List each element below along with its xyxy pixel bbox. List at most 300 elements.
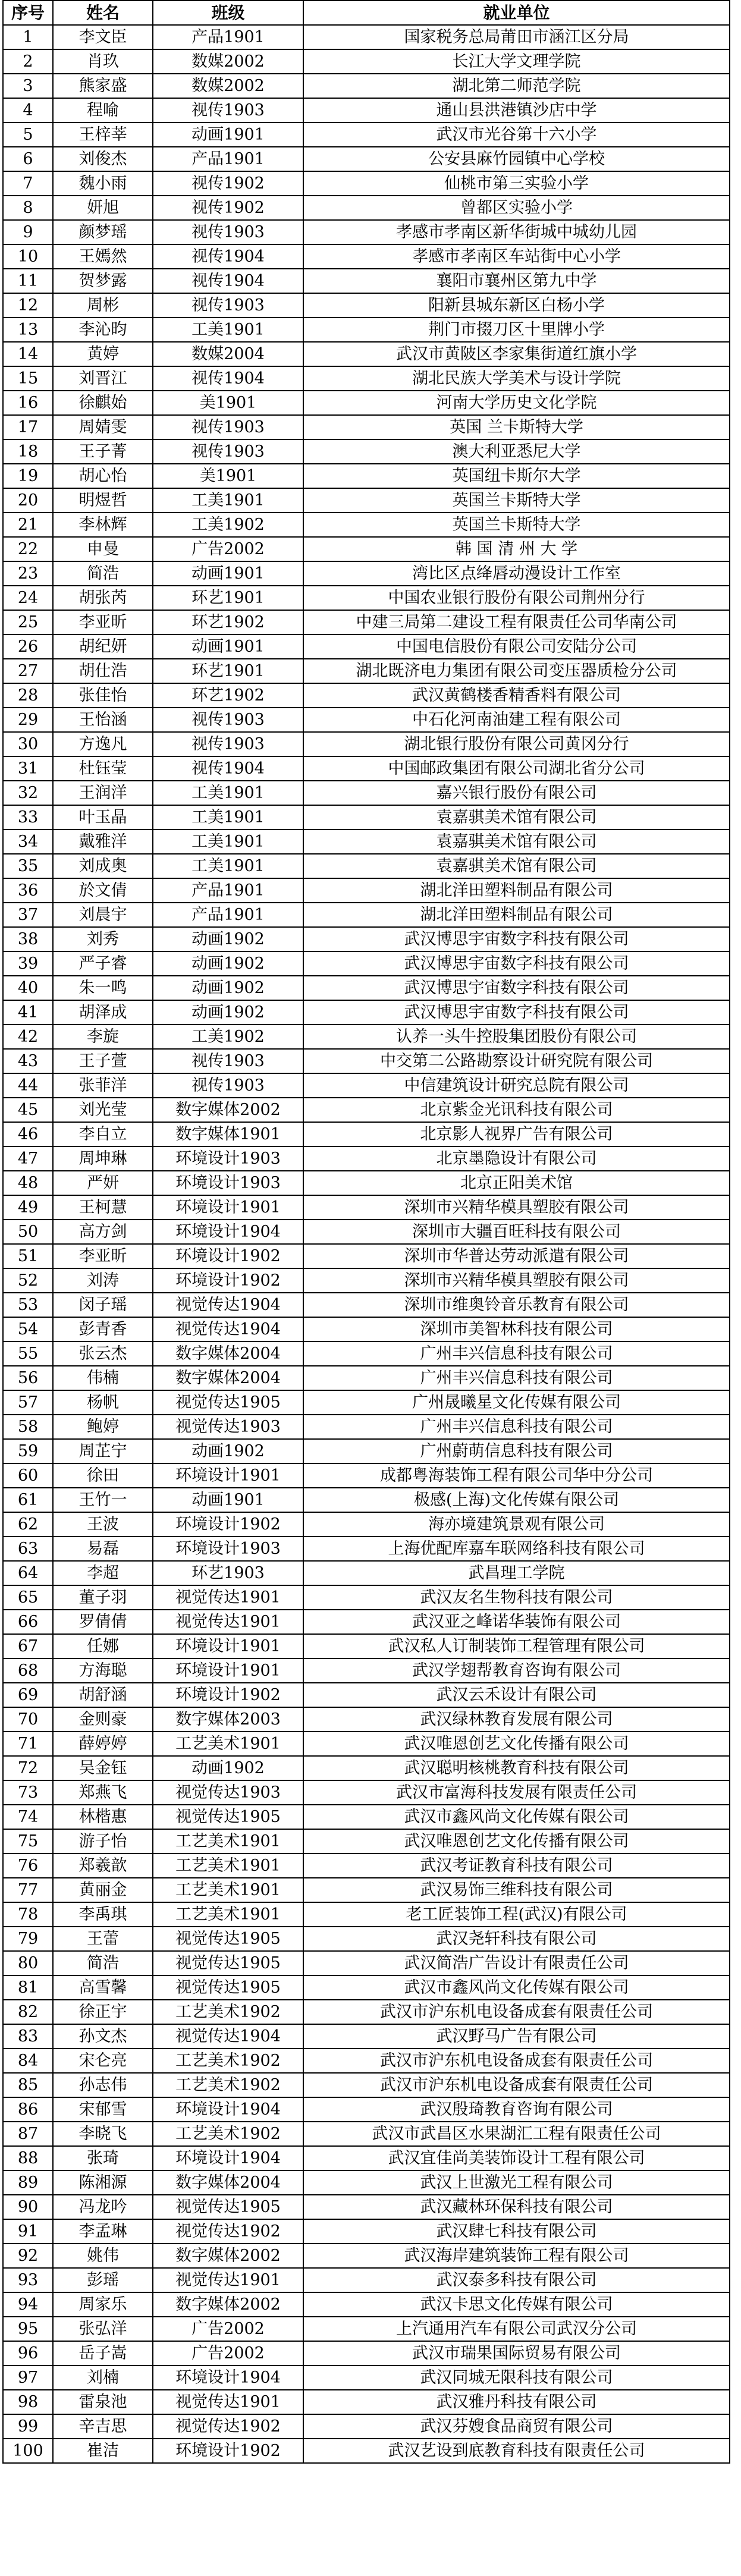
table-row — [3, 1415, 730, 1439]
cell-class: 视传1903 — [153, 1049, 303, 1073]
table-row — [3, 1000, 730, 1025]
cell-no: 43 — [3, 1049, 53, 1073]
cell-name: 周家乐 — [53, 2292, 153, 2317]
cell-no: 33 — [3, 805, 53, 830]
cell-class: 美1901 — [153, 464, 303, 488]
cell-no: 57 — [3, 1390, 53, 1415]
cell-class: 数字媒体2002 — [153, 2292, 303, 2317]
cell-no: 16 — [3, 391, 53, 415]
table-row — [3, 2414, 730, 2439]
cell-name: 严妍 — [53, 1171, 153, 1195]
table-row — [3, 391, 730, 415]
cell-unit: 武汉同城无限科技有限公司 — [303, 2365, 730, 2390]
cell-name: 郑羲歆 — [53, 1854, 153, 1878]
cell-unit: 武汉肆七科技有限公司 — [303, 2219, 730, 2244]
cell-no: 29 — [3, 708, 53, 732]
cell-no: 72 — [3, 1756, 53, 1780]
cell-class: 数字媒体1901 — [153, 1122, 303, 1146]
cell-class: 产品1901 — [153, 25, 303, 49]
cell-class: 动画1902 — [153, 951, 303, 976]
cell-class: 视觉传达1901 — [153, 1610, 303, 1634]
cell-class: 环境设计1902 — [153, 2439, 303, 2463]
cell-no: 60 — [3, 1463, 53, 1488]
table-row — [3, 951, 730, 976]
cell-class: 视传1903 — [153, 732, 303, 756]
cell-unit: 袁嘉骐美术馆有限公司 — [303, 854, 730, 878]
cell-name: 申曼 — [53, 537, 153, 561]
cell-name: 刘俊杰 — [53, 147, 153, 171]
cell-name: 王波 — [53, 1512, 153, 1537]
cell-unit: 认养一头牛控股集团股份有限公司 — [303, 1025, 730, 1049]
cell-unit: 北京紫金光讯科技有限公司 — [303, 1098, 730, 1122]
cell-name: 黄婷 — [53, 342, 153, 366]
table-row — [3, 878, 730, 903]
table-row — [3, 1610, 730, 1634]
cell-name: 罗倩倩 — [53, 1610, 153, 1634]
cell-name: 张弘洋 — [53, 2317, 153, 2341]
table-row — [3, 513, 730, 537]
cell-class: 视觉传达1902 — [153, 2414, 303, 2439]
table-row — [3, 74, 730, 98]
cell-class: 环境设计1904 — [153, 2365, 303, 2390]
cell-class: 视传1904 — [153, 244, 303, 269]
cell-no: 84 — [3, 2049, 53, 2073]
cell-class: 环境设计1903 — [153, 1146, 303, 1171]
cell-no: 52 — [3, 1268, 53, 1293]
cell-name: 游子怡 — [53, 1829, 153, 1854]
cell-no: 32 — [3, 781, 53, 805]
cell-class: 环境设计1903 — [153, 1537, 303, 1561]
cell-unit: 武汉简浩广告设计有限责任公司 — [303, 1951, 730, 1975]
table-row — [3, 2097, 730, 2122]
cell-name: 刘光莹 — [53, 1098, 153, 1122]
cell-unit: 广州丰兴信息科技有限公司 — [303, 1342, 730, 1366]
cell-name: 王梓莘 — [53, 122, 153, 147]
table-row — [3, 927, 730, 951]
cell-no: 65 — [3, 1585, 53, 1610]
cell-no: 41 — [3, 1000, 53, 1025]
table-row — [3, 342, 730, 366]
cell-unit: 武汉唯恩创艺文化传播有限公司 — [303, 1829, 730, 1854]
cell-class: 动画1902 — [153, 1756, 303, 1780]
cell-name: 杨帆 — [53, 1390, 153, 1415]
cell-unit: 澳大利亚悉尼大学 — [303, 439, 730, 464]
cell-name: 高雪馨 — [53, 1975, 153, 2000]
cell-no: 81 — [3, 1975, 53, 2000]
table-body — [3, 25, 730, 2463]
cell-class: 视传1903 — [153, 439, 303, 464]
cell-class: 环境设计1901 — [153, 1195, 303, 1220]
cell-unit: 韩 国 清 州 大 学 — [303, 537, 730, 561]
cell-unit: 海亦境建筑景观有限公司 — [303, 1512, 730, 1537]
cell-class: 环境设计1904 — [153, 2146, 303, 2170]
cell-class: 视觉传达1905 — [153, 1927, 303, 1951]
cell-unit: 袁嘉骐美术馆有限公司 — [303, 830, 730, 854]
table-row — [3, 1829, 730, 1854]
table-row — [3, 1366, 730, 1390]
cell-name: 徐正宇 — [53, 2000, 153, 2024]
cell-class: 工艺美术1902 — [153, 2122, 303, 2146]
cell-name: 徐田 — [53, 1463, 153, 1488]
cell-unit: 武汉藏林环保科技有限公司 — [303, 2195, 730, 2219]
cell-no: 22 — [3, 537, 53, 561]
cell-name: 周芷宁 — [53, 1439, 153, 1463]
cell-no: 25 — [3, 610, 53, 634]
cell-name: 冯龙吟 — [53, 2195, 153, 2219]
cell-unit: 阳新县城东新区白杨小学 — [303, 293, 730, 318]
cell-class: 环境设计1901 — [153, 1658, 303, 1683]
table-row — [3, 1658, 730, 1683]
cell-no: 66 — [3, 1610, 53, 1634]
cell-no: 9 — [3, 220, 53, 244]
table-row — [3, 1244, 730, 1268]
table-row — [3, 1878, 730, 1902]
cell-class: 环艺1901 — [153, 659, 303, 683]
cell-no: 79 — [3, 1927, 53, 1951]
cell-name: 胡泽成 — [53, 1000, 153, 1025]
cell-unit: 长江大学文理学院 — [303, 49, 730, 74]
cell-class: 视觉传达1905 — [153, 1805, 303, 1829]
cell-no: 6 — [3, 147, 53, 171]
table-row — [3, 1902, 730, 1927]
cell-name: 高方剑 — [53, 1220, 153, 1244]
cell-name: 王子萱 — [53, 1049, 153, 1073]
table-row — [3, 1780, 730, 1805]
cell-class: 视觉传达1905 — [153, 1975, 303, 2000]
cell-unit: 武汉芬嫂食品商贸有限公司 — [303, 2414, 730, 2439]
cell-name: 周彬 — [53, 293, 153, 318]
cell-no: 20 — [3, 488, 53, 513]
cell-unit: 荆门市掇刀区十里牌小学 — [303, 318, 730, 342]
cell-no: 69 — [3, 1683, 53, 1707]
cell-no: 55 — [3, 1342, 53, 1366]
table-row — [3, 1195, 730, 1220]
cell-name: 雷泉池 — [53, 2390, 153, 2414]
cell-class: 工美1901 — [153, 805, 303, 830]
cell-no: 54 — [3, 1317, 53, 1342]
cell-no: 71 — [3, 1732, 53, 1756]
header-unit: 就业单位 — [303, 1, 730, 25]
cell-name: 林楷惠 — [53, 1805, 153, 1829]
cell-no: 2 — [3, 49, 53, 74]
cell-unit: 湖北第二师范学院 — [303, 74, 730, 98]
cell-name: 李亚昕 — [53, 610, 153, 634]
cell-unit: 公安县麻竹园镇中心学校 — [303, 147, 730, 171]
cell-no: 35 — [3, 854, 53, 878]
cell-class: 工艺美术1902 — [153, 2049, 303, 2073]
table-row — [3, 2317, 730, 2341]
cell-unit: 武汉市光谷第十六小学 — [303, 122, 730, 147]
cell-unit: 河南大学历史文化学院 — [303, 391, 730, 415]
cell-no: 50 — [3, 1220, 53, 1244]
cell-name: 李旋 — [53, 1025, 153, 1049]
cell-name: 金则豪 — [53, 1707, 153, 1732]
table-row — [3, 2073, 730, 2097]
cell-class: 动画1902 — [153, 1000, 303, 1025]
cell-name: 刘楠 — [53, 2365, 153, 2390]
cell-class: 数字媒体2004 — [153, 1366, 303, 1390]
cell-unit: 武汉市沪东机电设备成套有限责任公司 — [303, 2049, 730, 2073]
table-row — [3, 1220, 730, 1244]
table-row — [3, 2000, 730, 2024]
cell-name: 刘秀 — [53, 927, 153, 951]
cell-no: 11 — [3, 269, 53, 293]
table-row — [3, 2365, 730, 2390]
cell-no: 95 — [3, 2317, 53, 2341]
table-row — [3, 708, 730, 732]
cell-class: 广告2002 — [153, 2317, 303, 2341]
cell-name: 於文倩 — [53, 878, 153, 903]
cell-name: 张琦 — [53, 2146, 153, 2170]
cell-no: 89 — [3, 2170, 53, 2195]
cell-class: 数字媒体2003 — [153, 1707, 303, 1732]
cell-unit: 中信建筑设计研究总院有限公司 — [303, 1073, 730, 1098]
cell-class: 视觉传达1904 — [153, 1293, 303, 1317]
cell-class: 美1901 — [153, 391, 303, 415]
cell-unit: 武汉考证教育科技有限公司 — [303, 1854, 730, 1878]
cell-no: 23 — [3, 561, 53, 586]
cell-no: 4 — [3, 98, 53, 122]
table-row — [3, 1439, 730, 1463]
cell-class: 动画1901 — [153, 122, 303, 147]
cell-unit: 深圳市维奥铃音乐教育有限公司 — [303, 1293, 730, 1317]
cell-name: 程喻 — [53, 98, 153, 122]
table-row — [3, 1732, 730, 1756]
cell-class: 视传1902 — [153, 196, 303, 220]
cell-unit: 武汉博思宇宙数字科技有限公司 — [303, 927, 730, 951]
cell-no: 8 — [3, 196, 53, 220]
cell-class: 视觉传达1904 — [153, 1317, 303, 1342]
table-row — [3, 1390, 730, 1415]
cell-no: 21 — [3, 513, 53, 537]
cell-class: 产品1901 — [153, 878, 303, 903]
cell-class: 工艺美术1901 — [153, 1732, 303, 1756]
table-row — [3, 1342, 730, 1366]
table-row — [3, 903, 730, 927]
cell-no: 42 — [3, 1025, 53, 1049]
cell-class: 视觉传达1901 — [153, 1585, 303, 1610]
cell-unit: 武昌理工学院 — [303, 1561, 730, 1585]
cell-class: 动画1901 — [153, 561, 303, 586]
cell-no: 5 — [3, 122, 53, 147]
table-row — [3, 1756, 730, 1780]
cell-no: 86 — [3, 2097, 53, 2122]
cell-class: 工艺美术1901 — [153, 1854, 303, 1878]
cell-class: 工艺美术1902 — [153, 2073, 303, 2097]
cell-name: 贺梦露 — [53, 269, 153, 293]
table-row — [3, 1683, 730, 1707]
cell-unit: 深圳市美智林科技有限公司 — [303, 1317, 730, 1342]
cell-unit: 极感(上海)文化传媒有限公司 — [303, 1488, 730, 1512]
cell-class: 视觉传达1903 — [153, 1415, 303, 1439]
table-row — [3, 586, 730, 610]
cell-name: 岳子嵩 — [53, 2341, 153, 2365]
cell-unit: 英国兰卡斯特大学 — [303, 513, 730, 537]
cell-name: 李沁昀 — [53, 318, 153, 342]
header-name: 姓名 — [53, 1, 153, 25]
cell-class: 数字媒体2002 — [153, 1098, 303, 1122]
cell-class: 环境设计1901 — [153, 1634, 303, 1658]
table-row — [3, 293, 730, 318]
cell-no: 59 — [3, 1439, 53, 1463]
cell-name: 吴金钰 — [53, 1756, 153, 1780]
table-row — [3, 1098, 730, 1122]
cell-name: 叶玉晶 — [53, 805, 153, 830]
cell-class: 视传1904 — [153, 269, 303, 293]
cell-class: 视觉传达1901 — [153, 2268, 303, 2292]
cell-no: 70 — [3, 1707, 53, 1732]
cell-name: 颜梦瑶 — [53, 220, 153, 244]
cell-no: 64 — [3, 1561, 53, 1585]
cell-name: 周坤琳 — [53, 1146, 153, 1171]
cell-name: 李自立 — [53, 1122, 153, 1146]
cell-unit: 中建三局第二建设工程有限责任公司华南公司 — [303, 610, 730, 634]
cell-no: 53 — [3, 1293, 53, 1317]
cell-class: 环境设计1902 — [153, 1512, 303, 1537]
cell-no: 39 — [3, 951, 53, 976]
table-row — [3, 1317, 730, 1342]
table-row — [3, 1805, 730, 1829]
table-row — [3, 805, 730, 830]
cell-unit: 英国 兰卡斯特大学 — [303, 415, 730, 439]
table-row — [3, 98, 730, 122]
cell-name: 戴雅洋 — [53, 830, 153, 854]
table-row — [3, 1488, 730, 1512]
cell-unit: 武汉野马广告有限公司 — [303, 2024, 730, 2049]
cell-name: 简浩 — [53, 1951, 153, 1975]
table-row — [3, 2268, 730, 2292]
table-row — [3, 1171, 730, 1195]
cell-class: 环艺1902 — [153, 610, 303, 634]
cell-unit: 武汉海岸建筑装饰工程有限公司 — [303, 2244, 730, 2268]
cell-class: 环艺1902 — [153, 683, 303, 708]
table-row — [3, 2146, 730, 2170]
cell-no: 24 — [3, 586, 53, 610]
cell-unit: 湖北洋田塑料制品有限公司 — [303, 878, 730, 903]
cell-class: 视传1903 — [153, 293, 303, 318]
cell-unit: 深圳市兴精华模具塑胶有限公司 — [303, 1195, 730, 1220]
cell-class: 视觉传达1905 — [153, 2195, 303, 2219]
cell-unit: 北京影人视界广告有限公司 — [303, 1122, 730, 1146]
cell-no: 87 — [3, 2122, 53, 2146]
cell-name: 王润洋 — [53, 781, 153, 805]
cell-name: 董子羽 — [53, 1585, 153, 1610]
cell-unit: 老工匠装饰工程(武汉)有限公司 — [303, 1902, 730, 1927]
cell-no: 67 — [3, 1634, 53, 1658]
table-row — [3, 1585, 730, 1610]
cell-name: 朱一鸣 — [53, 976, 153, 1000]
cell-no: 47 — [3, 1146, 53, 1171]
cell-no: 77 — [3, 1878, 53, 1902]
cell-name: 方海聪 — [53, 1658, 153, 1683]
cell-no: 1 — [3, 25, 53, 49]
cell-unit: 深圳市华普达劳动派遣有限公司 — [303, 1244, 730, 1268]
cell-name: 张佳怡 — [53, 683, 153, 708]
table-row — [3, 122, 730, 147]
cell-no: 88 — [3, 2146, 53, 2170]
cell-unit: 国家税务总局莆田市涵江区分局 — [303, 25, 730, 49]
cell-no: 12 — [3, 293, 53, 318]
cell-name: 杜钰莹 — [53, 756, 153, 781]
cell-no: 49 — [3, 1195, 53, 1220]
table-row — [3, 488, 730, 513]
table-row — [3, 2122, 730, 2146]
table-row — [3, 561, 730, 586]
table-row — [3, 976, 730, 1000]
cell-unit: 武汉市黄陂区李家集街道红旗小学 — [303, 342, 730, 366]
cell-no: 97 — [3, 2365, 53, 2390]
table-row — [3, 781, 730, 805]
table-row — [3, 2341, 730, 2365]
cell-no: 100 — [3, 2439, 53, 2463]
cell-name: 简浩 — [53, 561, 153, 586]
cell-class: 环境设计1904 — [153, 2097, 303, 2122]
cell-name: 薛婷婷 — [53, 1732, 153, 1756]
cell-name: 熊家盛 — [53, 74, 153, 98]
cell-unit: 上汽通用汽车有限公司武汉分公司 — [303, 2317, 730, 2341]
cell-unit: 湖北民族大学美术与设计学院 — [303, 366, 730, 391]
cell-unit: 武汉学翅帮教育咨询有限公司 — [303, 1658, 730, 1683]
cell-no: 98 — [3, 2390, 53, 2414]
table-row — [3, 464, 730, 488]
cell-class: 视传1903 — [153, 98, 303, 122]
cell-unit: 武汉艺设到底教育科技有限责任公司 — [303, 2439, 730, 2463]
cell-no: 17 — [3, 415, 53, 439]
cell-no: 83 — [3, 2024, 53, 2049]
cell-name: 任娜 — [53, 1634, 153, 1658]
cell-no: 68 — [3, 1658, 53, 1683]
cell-class: 动画1902 — [153, 1439, 303, 1463]
cell-name: 胡仕浩 — [53, 659, 153, 683]
cell-unit: 上海优配库嘉车联网络科技有限公司 — [303, 1537, 730, 1561]
cell-class: 视觉传达1904 — [153, 2024, 303, 2049]
table-row — [3, 1293, 730, 1317]
table-row — [3, 756, 730, 781]
cell-no: 27 — [3, 659, 53, 683]
cell-name: 崔洁 — [53, 2439, 153, 2463]
cell-name: 陈湘源 — [53, 2170, 153, 2195]
cell-class: 视传1904 — [153, 366, 303, 391]
cell-class: 动画1902 — [153, 976, 303, 1000]
cell-unit: 武汉市武昌区水果湖汇工程有限责任公司 — [303, 2122, 730, 2146]
table-row — [3, 683, 730, 708]
table-row — [3, 2170, 730, 2195]
cell-class: 环境设计1902 — [153, 1244, 303, 1268]
cell-class: 动画1901 — [153, 634, 303, 659]
cell-unit: 通山县洪港镇沙店中学 — [303, 98, 730, 122]
cell-unit: 湖北洋田塑料制品有限公司 — [303, 903, 730, 927]
cell-class: 视传1903 — [153, 220, 303, 244]
cell-no: 63 — [3, 1537, 53, 1561]
table-row — [3, 1561, 730, 1585]
cell-name: 刘成奥 — [53, 854, 153, 878]
cell-class: 视传1903 — [153, 1073, 303, 1098]
cell-unit: 武汉殷琦教育咨询有限公司 — [303, 2097, 730, 2122]
cell-no: 58 — [3, 1415, 53, 1439]
cell-name: 刘涛 — [53, 1268, 153, 1293]
cell-name: 宋郁雪 — [53, 2097, 153, 2122]
cell-name: 胡纪妍 — [53, 634, 153, 659]
cell-class: 视传1904 — [153, 756, 303, 781]
cell-no: 94 — [3, 2292, 53, 2317]
table-row — [3, 732, 730, 756]
cell-unit: 武汉市鑫风尚文化传媒有限公司 — [303, 1975, 730, 2000]
cell-unit: 孝感市孝南区新华街城中城幼儿园 — [303, 220, 730, 244]
cell-name: 李禹琪 — [53, 1902, 153, 1927]
cell-unit: 武汉绿林教育发展有限公司 — [303, 1707, 730, 1732]
table-row — [3, 1512, 730, 1537]
cell-class: 视传1902 — [153, 171, 303, 196]
